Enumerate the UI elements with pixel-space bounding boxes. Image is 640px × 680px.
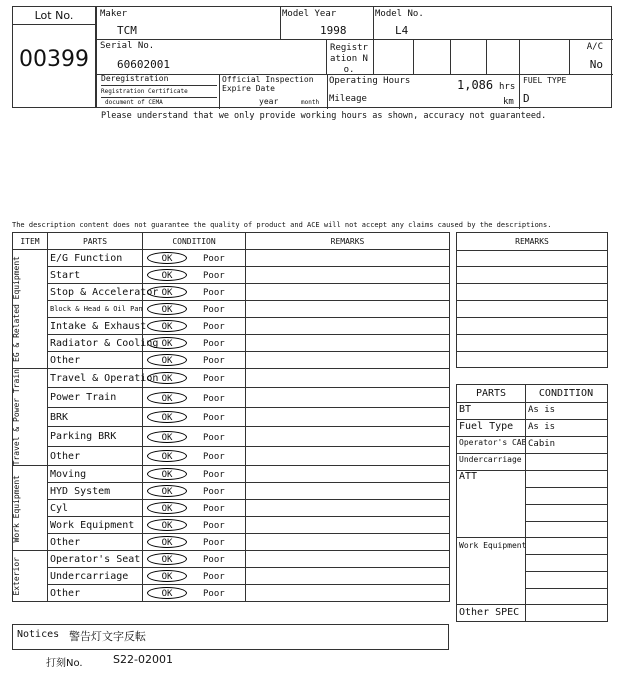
- table-row: [13, 534, 450, 551]
- item-group-cell: [13, 250, 48, 369]
- ok-circled: OK: [147, 502, 187, 514]
- fuel-label: FUEL TYPE: [523, 76, 567, 85]
- rp-part: Undercarriage: [459, 455, 522, 464]
- poor-option: Poor: [203, 521, 225, 532]
- table-row: [13, 427, 450, 446]
- poor-option: Poor: [203, 271, 225, 281]
- condition-cell: [143, 534, 246, 551]
- ok-circled: OK: [147, 303, 187, 315]
- condition-cell: [143, 483, 246, 500]
- remarks-cell: [246, 427, 450, 446]
- notices-value: 警告灯文字反転: [69, 630, 146, 643]
- poor-option: Poor: [203, 413, 225, 424]
- model-year-label: Model Year: [282, 9, 337, 19]
- ok-circled: OK: [147, 553, 187, 565]
- item-group-label: EG & Related Equipment: [12, 256, 21, 362]
- part-name: Moving: [48, 466, 143, 483]
- condition-cell: [143, 388, 246, 407]
- remarks-cell: [246, 369, 450, 388]
- remarks-cell: [246, 483, 450, 500]
- part-name: Other: [48, 446, 143, 466]
- part-name: E/G Function: [48, 250, 143, 267]
- poor-option: Poor: [203, 538, 225, 549]
- inspection-table: [12, 232, 450, 602]
- lot-label: Lot No.: [13, 7, 95, 25]
- serial-label: Serial No.: [100, 41, 155, 51]
- parts-condition-panel: [456, 384, 608, 622]
- rp-condition: As is: [528, 422, 556, 432]
- part-name: Undercarriage: [48, 568, 143, 585]
- col-remarks: REMARKS: [246, 233, 450, 250]
- ok-circled: OK: [147, 450, 187, 462]
- ok-circled: OK: [147, 519, 187, 531]
- ok-circled: OK: [147, 431, 187, 443]
- condition-cell: [143, 568, 246, 585]
- right-remarks-label: REMARKS: [457, 233, 607, 251]
- ok-circled: OK: [147, 269, 187, 281]
- condition-cell: [143, 284, 246, 301]
- rp-condition: Cabin: [528, 439, 556, 449]
- registration-label: Registration No.: [330, 43, 368, 75]
- ok-circled: OK: [147, 320, 187, 332]
- cema-label: document of CEMA: [105, 99, 163, 106]
- condition-cell: [143, 585, 246, 602]
- rp-parts-label: PARTS: [457, 385, 526, 403]
- poor-option: Poor: [203, 254, 225, 264]
- part-name: HYD System: [48, 483, 143, 500]
- ok-circled: OK: [147, 570, 187, 582]
- remarks-cell: [246, 585, 450, 602]
- poor-option: Poor: [203, 452, 225, 463]
- col-parts: PARTS: [48, 233, 143, 250]
- part-name: Radiator & Cooling: [48, 335, 143, 352]
- poor-option: Poor: [203, 288, 225, 298]
- ok-circled: OK: [147, 252, 187, 264]
- part-name: Other: [48, 585, 143, 602]
- poor-option: Poor: [203, 305, 225, 315]
- condition-cell: [143, 500, 246, 517]
- poor-option: Poor: [203, 356, 225, 366]
- table-row: [13, 517, 450, 534]
- ok-circled: OK: [147, 286, 187, 298]
- table-row: [13, 585, 450, 602]
- table-row: [13, 466, 450, 483]
- poor-option: Poor: [203, 555, 225, 566]
- header-grid: [96, 6, 612, 108]
- poor-option: Poor: [203, 322, 225, 332]
- remarks-cell: [246, 534, 450, 551]
- remarks-cell: [246, 500, 450, 517]
- condition-cell: [143, 250, 246, 267]
- remarks-cell: [246, 551, 450, 568]
- mileage-label: Mileage: [329, 94, 367, 104]
- remarks-cell: [246, 267, 450, 284]
- inspection-label: Official Inspection Expire Date: [222, 75, 314, 93]
- rp-att-label: ATT: [459, 471, 478, 482]
- table-row: [13, 250, 450, 267]
- right-remarks: [456, 232, 608, 368]
- ok-circled: OK: [147, 411, 187, 423]
- col-condition: CONDITION: [143, 233, 246, 250]
- rp-part: Fuel Type: [459, 421, 514, 432]
- part-name: Other: [48, 352, 143, 369]
- poor-option: Poor: [203, 339, 225, 349]
- table-row: [13, 483, 450, 500]
- poor-option: Poor: [203, 504, 225, 515]
- ok-circled: OK: [147, 468, 187, 480]
- item-group-label: Work Equipment: [12, 474, 21, 543]
- remarks-cell: [246, 301, 450, 318]
- table-row: [13, 352, 450, 369]
- item-group-cell: [13, 369, 48, 466]
- reg-cert-label: Registration Certificate: [101, 86, 217, 98]
- table-row: [13, 446, 450, 466]
- disclaimer: The description content does not guarantee the quality of product and ACE will not accept any claims caused by the descriptions.: [12, 221, 552, 229]
- part-name: Work Equipment: [48, 517, 143, 534]
- lot-number: 00399: [19, 47, 89, 72]
- part-name: Cyl: [48, 500, 143, 517]
- poor-option: Poor: [203, 393, 225, 404]
- notices-label: Notices: [17, 629, 60, 640]
- part-name: Block & Head & Oil Pan: [48, 301, 143, 318]
- remarks-cell: [246, 466, 450, 483]
- rp-condition-label: CONDITION: [525, 385, 607, 403]
- part-name: Start: [48, 267, 143, 284]
- remarks-cell: [246, 388, 450, 407]
- table-row: [13, 284, 450, 301]
- condition-cell: [143, 407, 246, 426]
- model-year-value: 1998: [320, 24, 347, 37]
- item-group-cell: [13, 551, 48, 602]
- condition-cell: [143, 551, 246, 568]
- model-no-value: L4: [395, 24, 409, 37]
- condition-cell: [143, 301, 246, 318]
- poor-option: Poor: [203, 487, 225, 498]
- stamp-label: 打刻No.: [46, 658, 83, 669]
- notices-box: [12, 624, 449, 650]
- km-label: km: [503, 97, 514, 107]
- remarks-cell: [246, 568, 450, 585]
- ok-circled: OK: [147, 392, 187, 404]
- poor-option: Poor: [203, 374, 225, 385]
- fuel-value: D: [523, 92, 530, 105]
- remarks-cell: [246, 284, 450, 301]
- op-hours-value: 1,086: [457, 78, 494, 92]
- table-row: [13, 301, 450, 318]
- maker-value: TCM: [117, 24, 137, 37]
- lot-box: [12, 6, 96, 108]
- condition-cell: [143, 466, 246, 483]
- poor-option: Poor: [203, 589, 225, 600]
- remarks-cell: [246, 517, 450, 534]
- table-row: [13, 388, 450, 407]
- table-row: [13, 568, 450, 585]
- part-name: Power Train: [48, 388, 143, 407]
- condition-cell: [143, 517, 246, 534]
- remarks-cell: [246, 407, 450, 426]
- ok-circled: OK: [147, 485, 187, 497]
- table-row: [13, 267, 450, 284]
- table-row: [13, 500, 450, 517]
- table-row: [13, 369, 450, 388]
- ok-circled: OK: [147, 372, 187, 384]
- remarks-cell: [246, 335, 450, 352]
- item-group-label: Exterior: [12, 557, 21, 596]
- table-row: [13, 551, 450, 568]
- rp-part: Operator's CAB: [459, 438, 527, 447]
- month-label: month: [301, 99, 320, 106]
- model-no-label: Model No.: [375, 9, 424, 19]
- ok-circled: OK: [147, 354, 187, 366]
- part-name: BRK: [48, 407, 143, 426]
- year-label: year: [259, 97, 279, 106]
- remarks-cell: [246, 250, 450, 267]
- maker-label: Maker: [100, 9, 128, 19]
- ok-circled: OK: [147, 337, 187, 349]
- item-group-label: Travel & Power Train: [12, 369, 21, 466]
- part-name: Other: [48, 534, 143, 551]
- part-name: Parking BRK: [48, 427, 143, 446]
- part-name: Intake & Exhaust: [48, 318, 143, 335]
- condition-cell: [143, 318, 246, 335]
- remarks-cell: [246, 446, 450, 466]
- rp-other-spec-label: Other SPEC: [459, 607, 520, 618]
- op-hours-label: Operating Hours: [329, 76, 411, 86]
- condition-cell: [143, 267, 246, 284]
- part-name: Operator's Seat: [48, 551, 143, 568]
- dereg-label: Deregistration: [101, 74, 217, 86]
- ac-value: No: [589, 58, 603, 71]
- table-row: [13, 335, 450, 352]
- condition-cell: [143, 446, 246, 466]
- part-name: Travel & Operation: [48, 369, 143, 388]
- serial-value: 60602001: [117, 58, 170, 71]
- remarks-cell: [246, 318, 450, 335]
- ok-circled: OK: [147, 536, 187, 548]
- rp-condition: As is: [528, 405, 556, 415]
- condition-cell: [143, 335, 246, 352]
- table-row: [13, 318, 450, 335]
- condition-cell: [143, 427, 246, 446]
- rp-part: BT: [459, 404, 472, 415]
- ok-circled: OK: [147, 587, 187, 599]
- col-item: ITEM: [13, 233, 48, 250]
- condition-cell: [143, 352, 246, 369]
- part-name: Stop & Accelerator: [48, 284, 143, 301]
- poor-option: Poor: [203, 470, 225, 481]
- hrs-label: hrs: [499, 82, 516, 92]
- item-group-cell: [13, 466, 48, 551]
- remarks-cell: [246, 352, 450, 369]
- hours-note: Please understand that we only provide working hours as shown, accuracy not guaranteed.: [101, 111, 547, 121]
- rp-work-equipment-label: Work Equipment: [459, 541, 527, 550]
- poor-option: Poor: [203, 432, 225, 443]
- table-row: [13, 407, 450, 426]
- condition-cell: [143, 369, 246, 388]
- stamp-value: S22-02001: [113, 653, 173, 666]
- poor-option: Poor: [203, 572, 225, 583]
- ac-label: A/C: [586, 42, 603, 52]
